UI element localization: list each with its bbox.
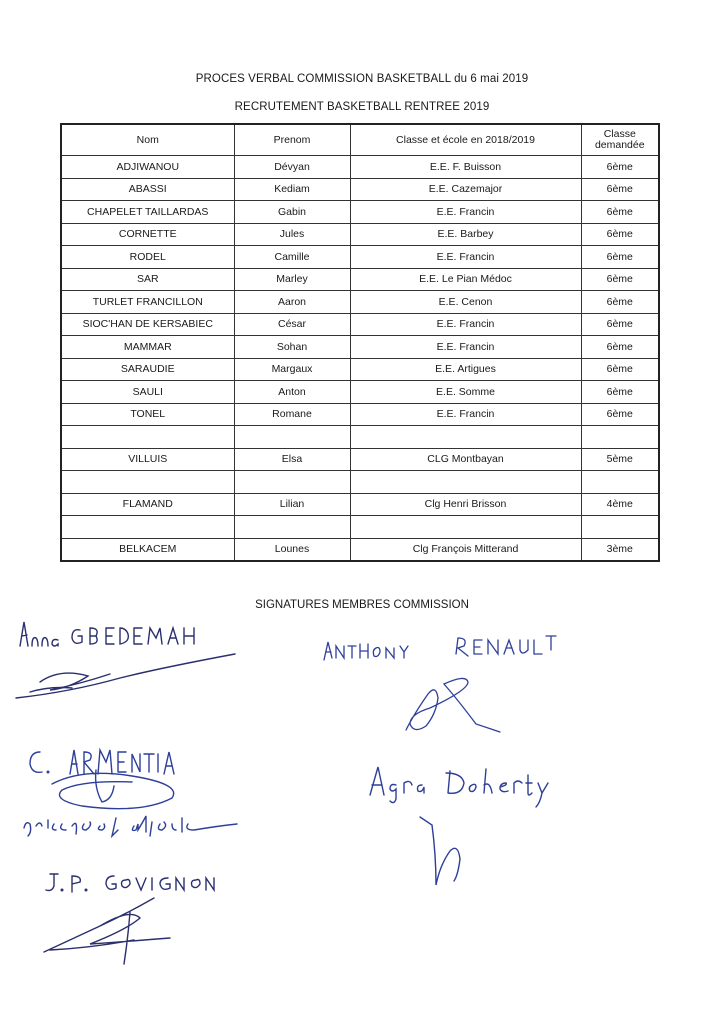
cell-classe-demandee: 6ème: [581, 358, 659, 381]
signature-jp-govignon: [30, 868, 260, 978]
cell-classe-demandee: 5ème: [581, 448, 659, 471]
cell-prenom: Aaron: [234, 291, 350, 314]
cell-classe-demandee: [581, 516, 659, 539]
cell-prenom: Lounes: [234, 538, 350, 561]
signatures-title: SIGNATURES MEMBRES COMMISSION: [255, 599, 469, 611]
cell-classe-ecole: E.E. Francin: [350, 246, 581, 269]
cell-nom: TURLET FRANCILLON: [61, 291, 234, 314]
cell-prenom: Lilian: [234, 493, 350, 516]
cell-classe-demandee: 6ème: [581, 223, 659, 246]
cell-classe-ecole: E.E. Francin: [350, 336, 581, 359]
cell-classe-demandee: 6ème: [581, 291, 659, 314]
cell-nom: SARAUDIE: [61, 358, 234, 381]
cell-classe-ecole: CLG Montbayan: [350, 448, 581, 471]
cell-classe-ecole: [350, 471, 581, 494]
column-header-classe-demandee: [581, 124, 659, 156]
table-row: [61, 201, 659, 224]
cell-prenom: Romane: [234, 403, 350, 426]
cell-classe-demandee: 6ème: [581, 178, 659, 201]
cell-classe-ecole: E.E. Barbey: [350, 223, 581, 246]
column-header-classe-ecole: Classe et école en 2018/2019: [350, 124, 581, 156]
cell-classe-ecole: [350, 426, 581, 449]
cell-nom: SIOC'HAN DE KERSABIEC: [61, 313, 234, 336]
cell-nom: MAMMAR: [61, 336, 234, 359]
signature-anthony-renault-drawing: [318, 628, 578, 743]
cell-nom: CHAPELET TAILLARDAS: [61, 201, 234, 224]
table-row: [61, 336, 659, 359]
cell-classe-demandee: 6ème: [581, 313, 659, 336]
table-row: [61, 358, 659, 381]
table-row: [61, 538, 659, 561]
document-title: PROCES VERBAL COMMISSION BASKETBALL du 6 mai 2019: [195, 73, 529, 85]
cell-prenom: Elsa: [234, 448, 350, 471]
cell-prenom: Jules: [234, 223, 350, 246]
table-row: [61, 291, 659, 314]
table-row-empty: [61, 516, 659, 539]
cell-nom: [61, 471, 234, 494]
cell-nom: ADJIWANOU: [61, 156, 234, 179]
table-row: [61, 156, 659, 179]
cell-classe-demandee: 6ème: [581, 246, 659, 269]
signature-agna-doherty-drawing: [362, 755, 562, 905]
column-header-nom: Nom: [61, 124, 234, 156]
cell-classe-demandee: 3ème: [581, 538, 659, 561]
table-row-empty: [61, 471, 659, 494]
cell-classe-ecole: Clg François Mitterand: [350, 538, 581, 561]
table-body: [61, 156, 659, 562]
cell-classe-ecole: E.E. Cazemajor: [350, 178, 581, 201]
cell-nom: BELKACEM: [61, 538, 234, 561]
cell-nom: VILLUIS: [61, 448, 234, 471]
cell-prenom: Anton: [234, 381, 350, 404]
cell-prenom: Marley: [234, 268, 350, 291]
signature-anna-gbedemah: [10, 618, 250, 708]
cell-prenom: [234, 426, 350, 449]
signature-c-armentia: [22, 740, 252, 852]
signature-c-armentia-drawing: [22, 740, 252, 852]
cell-prenom: César: [234, 313, 350, 336]
cell-prenom: [234, 471, 350, 494]
table-row: [61, 268, 659, 291]
cell-classe-ecole: E.E. Francin: [350, 201, 581, 224]
cell-nom: [61, 426, 234, 449]
table-row: [61, 448, 659, 471]
cell-classe-ecole: E.E. Francin: [350, 313, 581, 336]
table-row: [61, 313, 659, 336]
signature-anthony-renault: [318, 628, 578, 743]
cell-nom: TONEL: [61, 403, 234, 426]
cell-classe-ecole: Clg Henri Brisson: [350, 493, 581, 516]
recruitment-table: [60, 123, 660, 562]
cell-classe-demandee: 6ème: [581, 381, 659, 404]
cell-classe-demandee: [581, 471, 659, 494]
cell-nom: SAULI: [61, 381, 234, 404]
table-row: [61, 246, 659, 269]
cell-prenom: Kediam: [234, 178, 350, 201]
cell-prenom: Sohan: [234, 336, 350, 359]
cell-classe-ecole: E.E. F. Buisson: [350, 156, 581, 179]
cell-classe-demandee: 6ème: [581, 156, 659, 179]
classe-demandee-label: Classe demandée: [594, 128, 645, 151]
cell-classe-demandee: [581, 426, 659, 449]
document-subtitle: RECRUTEMENT BASKETBALL RENTREE 2019: [234, 101, 490, 113]
cell-classe-demandee: 6ème: [581, 336, 659, 359]
cell-prenom: Camille: [234, 246, 350, 269]
signature-jp-govignon-drawing: [30, 868, 260, 978]
cell-classe-demandee: 6ème: [581, 268, 659, 291]
cell-nom: ABASSI: [61, 178, 234, 201]
table-row: [61, 381, 659, 404]
cell-nom: [61, 516, 234, 539]
table-header-row: [61, 124, 659, 156]
cell-classe-demandee: 6ème: [581, 201, 659, 224]
table-row-empty: [61, 426, 659, 449]
table-row: [61, 178, 659, 201]
cell-classe-ecole: E.E. Le Pian Médoc: [350, 268, 581, 291]
cell-prenom: [234, 516, 350, 539]
table-row: [61, 493, 659, 516]
cell-nom: SAR: [61, 268, 234, 291]
cell-classe-ecole: [350, 516, 581, 539]
cell-nom: RODEL: [61, 246, 234, 269]
cell-prenom: Dévyan: [234, 156, 350, 179]
cell-classe-demandee: 6ème: [581, 403, 659, 426]
cell-classe-demandee: 4ème: [581, 493, 659, 516]
cell-nom: FLAMAND: [61, 493, 234, 516]
cell-prenom: Gabin: [234, 201, 350, 224]
signature-anna-gbedemah-drawing: [10, 618, 250, 708]
signature-agna-doherty: [362, 755, 562, 905]
cell-classe-ecole: E.E. Francin: [350, 403, 581, 426]
cell-nom: CORNETTE: [61, 223, 234, 246]
cell-prenom: Margaux: [234, 358, 350, 381]
cell-classe-ecole: E.E. Cenon: [350, 291, 581, 314]
cell-classe-ecole: E.E. Somme: [350, 381, 581, 404]
table-row: [61, 403, 659, 426]
cell-classe-ecole: E.E. Artigues: [350, 358, 581, 381]
column-header-prenom: Prenom: [234, 124, 350, 156]
table-row: [61, 223, 659, 246]
